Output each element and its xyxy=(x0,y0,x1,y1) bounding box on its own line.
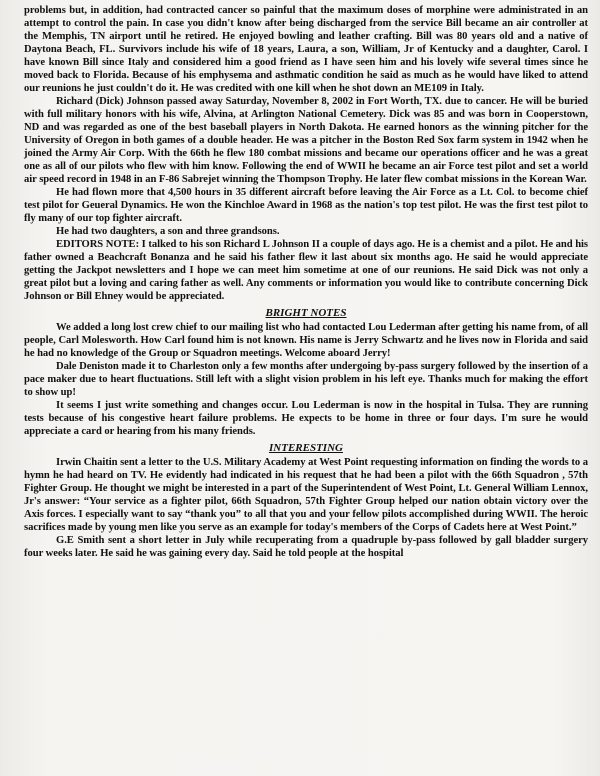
paragraph-ge-smith: G.E Smith sent a short letter in July while recuperating from a quadruple by-pass followed by gall bladder surgery four weeks later. He said he was gaining every day. Said he told people at the hospital xyxy=(24,535,588,559)
paragraph-family: He had two daughters, a son and three grandsons. xyxy=(56,226,280,237)
paragraph-irwin-chaitin: Irwin Chaitin sent a letter to the U.S. Military Academy at West Point requesting information on finding the words to a hymn he had heard on TV. He evidently had indicated in his request that he had been a pilot with the 66th Squadron , 57th Fighter Group. He thought we might be interested in a part of the Superintendent of West Point, Lt. General William Lennox, Jr's answer: “Your service as a fighter pilot, 66th Squadron, 57th Fighter Group helped our nation obtain victory over the Axis forces. I especially want to say “thank you” to all that you and your fellow pilots accomplished during WWII. The heroic sacrifices made by young men like you serve as an example for today's members of the Corps of Cadets here at West Point.” xyxy=(24,457,588,533)
paragraph-bill-ehney: problems but, in addition, had contracted cancer so painful that the maximum doses of morphine were administrated in an attempt to control the pain. In case you didn't know after being discharged from the service Bill became an air controller at the Memphis, TN airport until he retired. He enjoyed bowling and leather crafting. Bill was 80 years old and a native of Daytona Beach, FL. Survivors include his wife of 18 years, Laura, a son, William, Jr of Kentucky and a daughter, Carol. I have known Bill since Italy and considered him a good friend as I have seen him and his lovely wife several times since he moved back to Florida. Because of his emphysema and asthmatic condition he said as much as he would have liked to attend our reunions he just couldn't do it. He was credited with one kill when he shot down an ME109 in Italy. xyxy=(24,5,588,94)
paragraph-editors-note: EDITORS NOTE: I talked to his son Richard L Johnson II a couple of days ago. He is a chemist and a pilot. He and his father owned a Beachcraft Bonanza and he said his father flew it last about six months ago. He said he would appreciate getting the Jackpot newsletters and I hope we can meet him sometime at one of our reunions. He said Dick was not only a great pilot but a loving and caring father as well. Any comments or information you would like to contribute concerning Dick Johnson or Bill Ehney would be appreciated. xyxy=(24,239,588,302)
interesting-section xyxy=(24,442,588,560)
paragraph-jerry-schwartz: We added a long lost crew chief to our mailing list who had contacted Lou Lederman after getting his name from, of all people, Carl Molesworth. How Carl found him is not known. His name is Jerry Schwartz and he lives now in Florida and said he had no knowledge of the Group or Squadron meetings. Welcome aboard Jerry! xyxy=(24,322,588,359)
interesting-heading: INTERESTING xyxy=(269,442,343,454)
bright-notes-section xyxy=(24,307,588,438)
paragraph-flight-hours: He had flown more that 4,500 hours in 35 different aircraft before leaving the Air Force as a Lt. Col. to become chief test pilot for Geueral Dynamics. He won the Kinchloe Award in 1968 as the nation's top test pilot. He was the first test pilot to fly many of our top fighter aircraft. xyxy=(24,187,588,224)
paragraph-dick-johnson: Richard (Dick) Johnson passed away Saturday, November 8, 2002 in Fort Worth, TX. due to cancer. He will be buried with full military honors with his wife, Alvina, at Arlington National Cemetery. Dick was 85 and was born in Cooperstown, ND and was regarded as one of the best baseball players in North Dakota. He earned honors as the winning pitcher for the University of Oregon in both games of a double header. He was a pitcher in the Boston Red Sox farm system in 1942 when he joined the Army Air Corp. With the 66th he flew 180 combat missions and became our operations officer and he was a great one as all of our pilots who flew with him know. Following the end of WWII he became an air Force test pilot and set a world air speed record in 1948 in an F-86 Sabrejet winning the Thompson Trophy. He later flew combat missions in the Korean War. xyxy=(24,96,588,185)
paragraph-dale-deniston: Dale Deniston made it to Charleston only a few months after undergoing by-pass surgery followed by the insertion of a pace maker due to heart fluctuations. Still left with a slight vision problem in his left eye. Thanks much for making the effort to show up! xyxy=(24,361,588,398)
paragraph-lou-lederman: It seems I just write something and changes occur. Lou Lederman is now in the hospital in Tulsa. They are running tests because of his congestive heart failure problems. He expects to be home in three or four days. I'm sure he would appreciate a card or hearing from his many friends. xyxy=(24,400,588,437)
obituaries-section xyxy=(24,4,588,303)
bright-notes-heading: BRIGHT NOTES xyxy=(265,307,347,319)
